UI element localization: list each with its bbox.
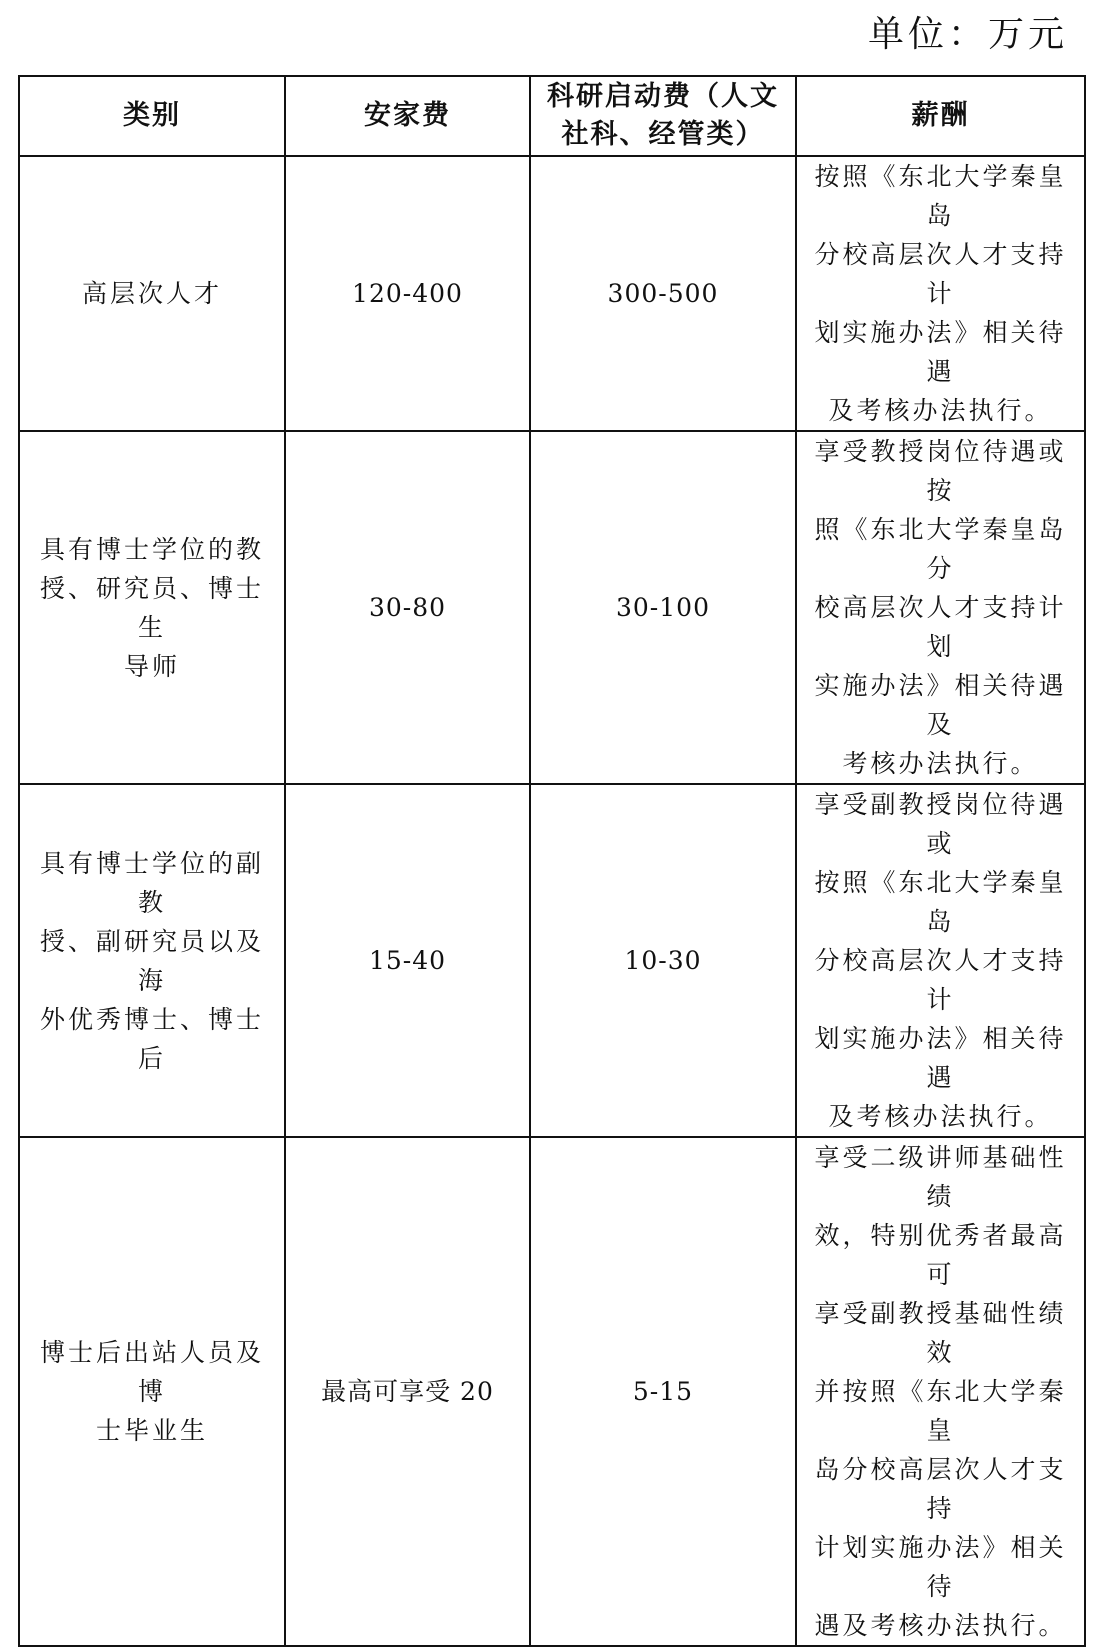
cell-category (19, 784, 285, 1137)
cell-salary (796, 156, 1085, 431)
cell-research-fee: 10-30 (530, 784, 796, 1137)
cell-research-fee: 5-15 (530, 1137, 796, 1646)
cell-category-text: 博士后出站人员及博 士毕业生 (39, 1338, 264, 1445)
cell-salary-text: 享受教授岗位待遇或按 照《东北大学秦皇岛分 校高层次人才支持计划 实施办法》相关待遇及 考核办法执行。 (814, 437, 1067, 778)
table-row (19, 784, 1085, 1137)
table-header-row (19, 76, 1085, 156)
talent-benefits-table (18, 75, 1086, 1647)
cell-category-text: 具有博士学位的副教 授、副研究员以及海 外优秀博士、博士后 (39, 848, 264, 1073)
table-row (19, 156, 1085, 431)
cell-salary-text: 按照《东北大学秦皇岛 分校高层次人才支持计 划实施办法》相关待遇 及考核办法执行。 (814, 162, 1067, 425)
cell-salary (796, 1137, 1085, 1646)
header-salary: 薪酬 (796, 76, 1085, 156)
header-research-fee-text: 科研启动费（人文 社科、经管类） (547, 81, 779, 150)
header-category: 类别 (19, 76, 285, 156)
cell-salary-text: 享受二级讲师基础性绩 效，特别优秀者最高可 享受副教授基础性绩效 并按照《东北大学秦皇 岛分校高层次人才支持 计划实施办法》相关待 遇及考核办法执行。 (814, 1143, 1067, 1640)
cell-category-text: 具有博士学位的教 授、研究员、博士生 导师 (39, 534, 264, 681)
unit-label: 单位：万元 (867, 14, 1068, 55)
cell-settling-fee: 30-80 (285, 431, 530, 784)
cell-salary (796, 784, 1085, 1137)
header-research-fee (530, 76, 796, 156)
cell-settling-fee: 120-400 (285, 156, 530, 431)
cell-salary (796, 431, 1085, 784)
cell-category (19, 156, 285, 431)
cell-research-fee: 30-100 (530, 431, 796, 784)
cell-settling-fee: 最高可享受 20 (285, 1137, 530, 1646)
table-row (19, 1137, 1085, 1646)
cell-salary-text: 享受副教授岗位待遇或 按照《东北大学秦皇岛 分校高层次人才支持计 划实施办法》相关待遇 及考核办法执行。 (814, 790, 1067, 1131)
header-settling-fee: 安家费 (285, 76, 530, 156)
cell-category (19, 431, 285, 784)
table-row (19, 431, 1085, 784)
cell-settling-fee: 15-40 (285, 784, 530, 1137)
cell-category (19, 1137, 285, 1646)
cell-research-fee: 300-500 (530, 156, 796, 431)
cell-category-text: 高层次人才 (81, 279, 222, 308)
